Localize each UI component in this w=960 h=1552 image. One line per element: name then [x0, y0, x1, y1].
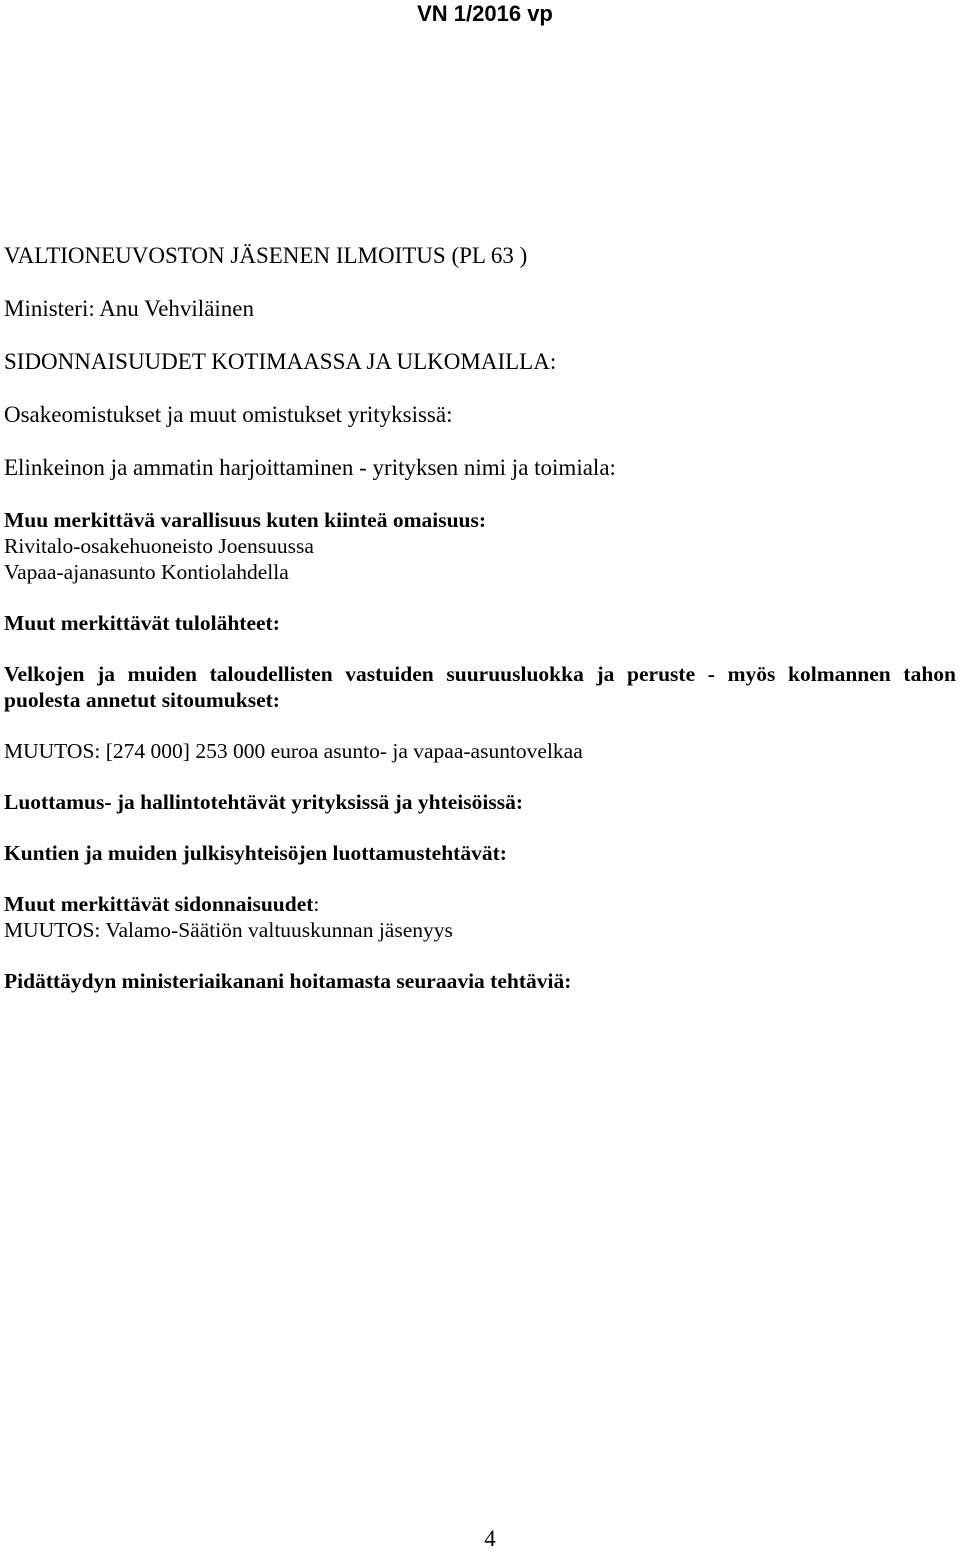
- income-label: Muut merkittävät tulolähteet:: [4, 611, 280, 635]
- debts-value: MUUTOS: [274 000] 253 000 euroa asunto- ja vapaa-asuntovelkaa: [4, 739, 583, 763]
- shareholdings-label: Osakeomistukset ja muut omistukset yrityksissä:: [4, 402, 453, 427]
- municipal-positions-label: Kuntien ja muiden julkisyhteisöjen luottamustehtävät:: [4, 841, 507, 865]
- declaration-body: [4, 242, 956, 994]
- debts-label: Velkojen ja muiden taloudellisten vastuiden suuruusluokka ja peruste - myös kolmannen tahon puolesta annetut sitoumukset:: [4, 662, 956, 712]
- other-ties-label: Muut merkittävät sidonnaisuudet: [4, 892, 314, 916]
- page-number: 4: [484, 1526, 496, 1551]
- business-label: Elinkeinon ja ammatin harjoittaminen - yrityksen nimi ja toimiala:: [4, 455, 616, 480]
- section-heading: SIDONNAISUUDET KOTIMAASSA JA ULKOMAILLA:: [4, 349, 557, 374]
- property-label: Muu merkittävä varallisuus kuten kiinteä omaisuus:: [4, 508, 487, 532]
- property-item: Rivitalo-osakehuoneisto Joensuussa: [4, 534, 314, 558]
- minister-name: Ministeri: Anu Vehviläinen: [4, 296, 255, 321]
- other-ties-heading: [4, 891, 956, 917]
- document-title: VALTIONEUVOSTON JÄSENEN ILMOITUS (PL 63 ): [4, 243, 528, 268]
- document-code: VN 1/2016 vp: [417, 1, 553, 26]
- trust-positions-label: Luottamus- ja hallintotehtävät yrityksissä ja yhteisöissä:: [4, 790, 524, 814]
- other-ties-value: MUUTOS: Valamo-Säätiön valtuuskunnan jäsenyys: [4, 918, 453, 942]
- other-ties-colon: :: [313, 892, 320, 916]
- property-item: Vapaa-ajanasunto Kontiolahdella: [4, 560, 289, 584]
- recusal-label: Pidättäydyn ministeriaikanani hoitamasta seuraavia tehtäviä:: [4, 969, 572, 993]
